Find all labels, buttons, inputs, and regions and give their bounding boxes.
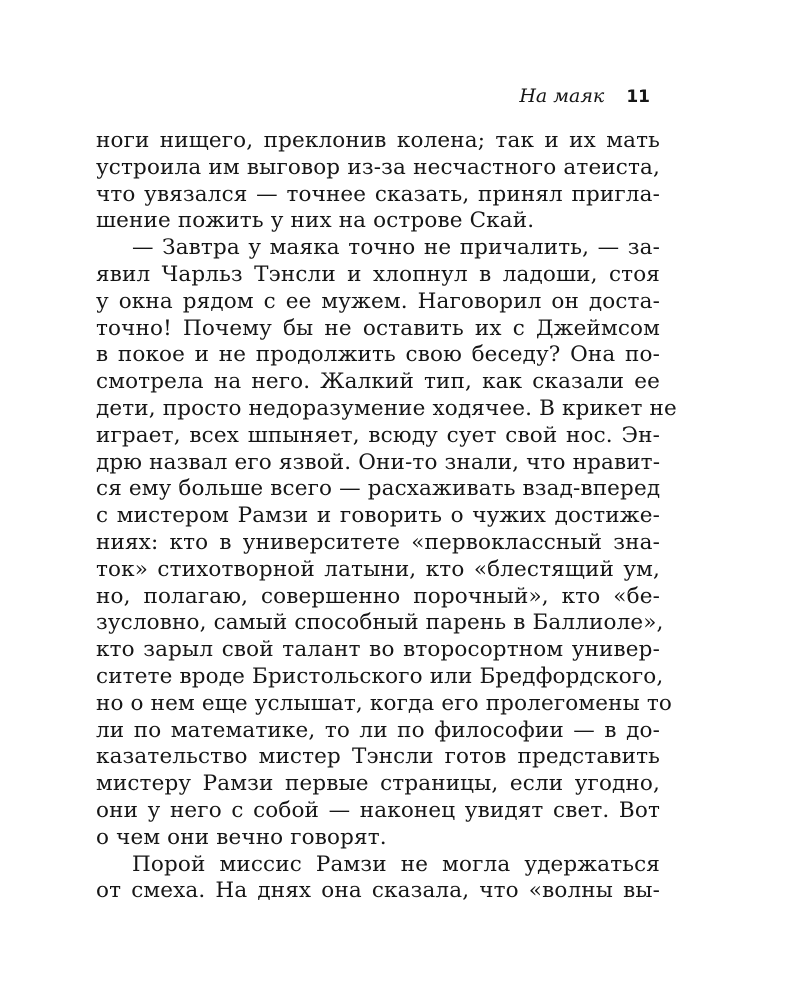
text-line: зусловно, самый способный парень в Баллиоле», <box>96 610 664 636</box>
body-text <box>96 128 677 905</box>
text-line: но, полагаю, совершенно порочный», кто «бе- <box>96 583 660 609</box>
text-line: смотрела на него. Жалкий тип, как сказали ее <box>96 369 660 395</box>
text-line: ноги нищего, преклонив колена; так и их мать <box>96 128 660 153</box>
book-title: На маяк <box>519 85 605 107</box>
text-line: с мистером Рамзи и говорить о чужих достиже- <box>96 503 660 529</box>
text-line: от смеха. На днях она сказала, что «волны вы- <box>96 878 660 904</box>
text-line: точно! Почему бы не оставить их с Джеймсом <box>96 315 660 341</box>
text-line: они у него с собой — наконец увидят свет. Вот <box>96 797 660 823</box>
text-line: ситете вроде Бристольского или Бредфордского, <box>96 663 664 689</box>
text-line: шение пожить у них на острове Скай. <box>96 208 535 234</box>
page-number: 11 <box>626 87 650 107</box>
text-line: Порой миссис Рамзи не могла удержаться <box>132 851 660 877</box>
text-line: казательство мистер Тэнсли готов представить <box>96 744 660 770</box>
text-line: явил Чарльз Тэнсли и хлопнул в ладоши, стоя <box>96 261 660 287</box>
text-line: о чем они вечно говорят. <box>96 824 387 850</box>
text-line: дрю назвал его язвой. Они-то знали, что нравит- <box>96 449 661 475</box>
text-line: ли по математике, то ли по философии — в до- <box>96 717 660 743</box>
running-header <box>519 84 650 109</box>
text-line: в покое и не продолжить свою беседу? Она по- <box>96 342 660 368</box>
text-line: ниях: кто в университете «первоклассный зна- <box>96 529 660 555</box>
text-line: мистеру Рамзи первые страницы, если угодно, <box>96 771 660 797</box>
text-line: дети, просто недоразумение ходячее. В крикет не <box>96 395 677 421</box>
text-line: но о нем еще услышат, когда его пролегомены то <box>96 690 672 716</box>
text-line: ся ему больше всего — расхаживать взад-вперед <box>96 476 661 502</box>
text-line: — Завтра у маяка точно не причалить, — за- <box>132 235 660 261</box>
text-line: что увязался — точнее сказать, принял пригла- <box>96 181 660 207</box>
text-line: кто зарыл свой талант во второсортном универ- <box>96 637 660 663</box>
text-line: устроила им выговор из-за несчастного атеиста, <box>96 154 660 180</box>
text-line: играет, всех шпыняет, всюду сует свой нос. Эн- <box>96 422 660 448</box>
text-line: у окна рядом с ее мужем. Наговорил он доста- <box>96 288 660 314</box>
text-line: ток» стихотворной латыни, кто «блестящий ум, <box>96 556 660 582</box>
